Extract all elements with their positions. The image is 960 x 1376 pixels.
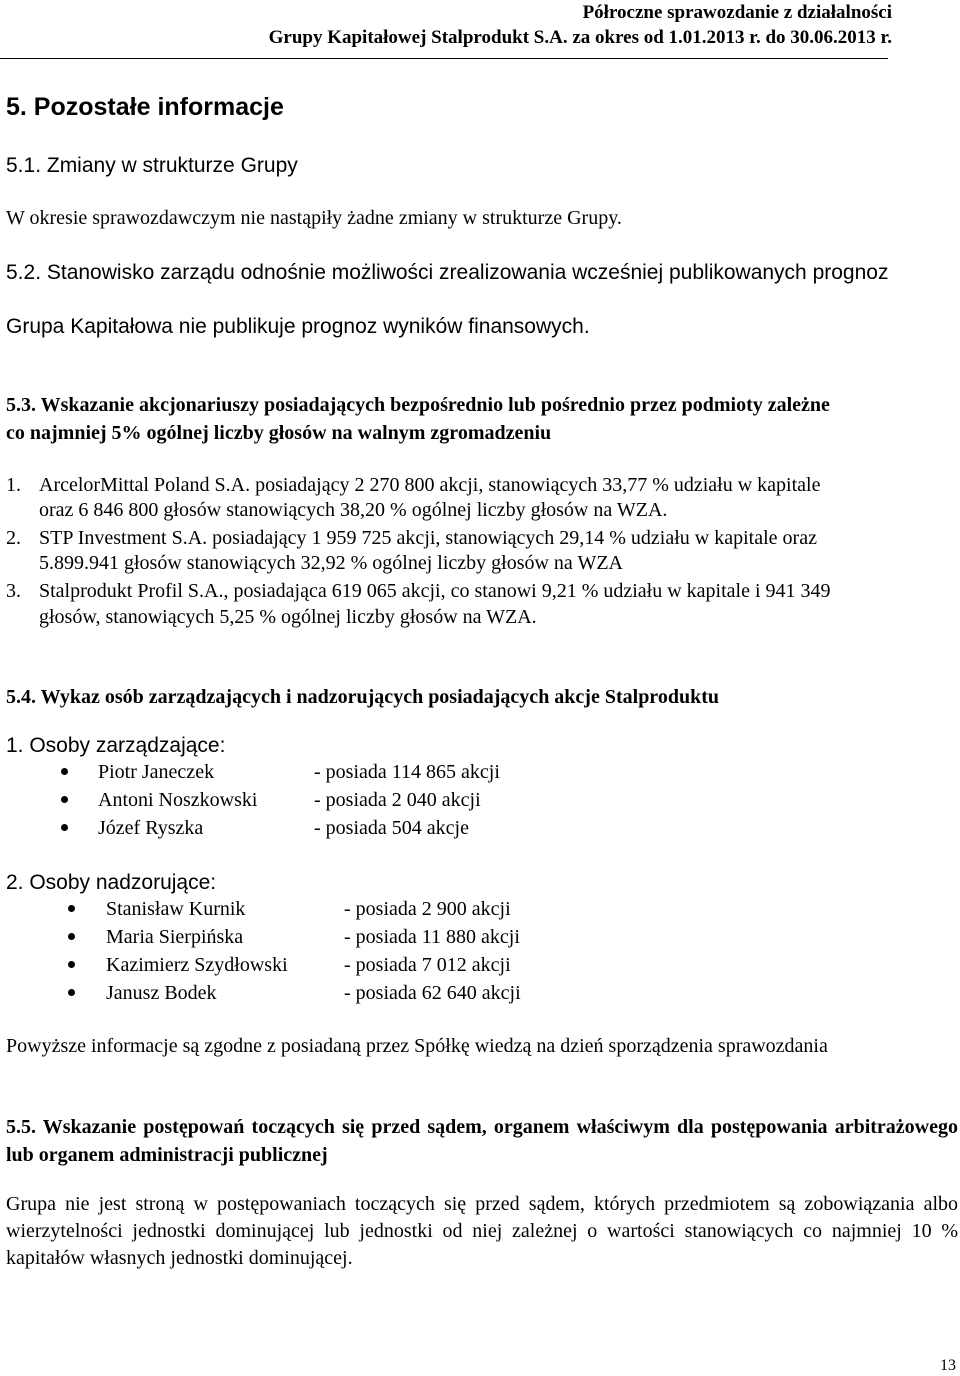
person-shares: - posiada 7 012 akcji xyxy=(344,954,511,976)
subsection-5-2-title: 5.2. Stanowisko zarządu odnośnie możliwości zrealizowania wcześniej publikowanych prognoz xyxy=(6,261,889,284)
subsection-5-5-text: Grupa nie jest stroną w postępowaniach toczących się przed sądem, których przedmiotem są zobowiązania albo wierzytelności jednostki dominującej lub jednostki od niej zależnej o wartości stanowiących co najmniej 10 % kapitałów własnych jednostki dominującej. xyxy=(6,1193,958,1269)
person-name: Józef Ryszka xyxy=(98,817,204,839)
person-name: Piotr Janeczek xyxy=(98,761,215,783)
header-rule xyxy=(0,58,888,59)
person-name: Kazimierz Szydłowski xyxy=(106,954,288,976)
shareholder-line: oraz 6 846 800 głosów stanowiących 38,20 % ogólnej liczby głosów na WZA. xyxy=(39,499,668,521)
bullet-icon xyxy=(68,989,75,996)
person-shares: - posiada 504 akcje xyxy=(314,817,469,839)
person-shares: - posiada 2 900 akcji xyxy=(344,898,511,920)
bullet-icon xyxy=(61,768,68,775)
bullet-icon xyxy=(68,933,75,940)
shareholder-line: Stalprodukt Profil S.A., posiadająca 619 065 akcji, co stanowi 9,21 % udziału w kapitale i 941 349 xyxy=(39,580,831,602)
shareholder-line: głosów, stanowiących 5,25 % ogólnej liczby głosów na WZA. xyxy=(39,606,537,628)
shareholder-line: ArcelorMittal Poland S.A. posiadający 2 270 800 akcji, stanowiących 33,77 % udziału w kapitale xyxy=(39,474,821,496)
section-title: 5. Pozostałe informacje xyxy=(6,93,284,121)
subsection-5-4-title: 5.4. Wykaz osób zarządzających i nadzorujących posiadających akcje Stalproduktu xyxy=(6,686,719,708)
person-shares: - posiada 2 040 akcji xyxy=(314,789,481,811)
person-shares: - posiada 62 640 akcji xyxy=(344,982,521,1004)
shareholder-number: 3. xyxy=(6,580,21,602)
bullet-icon xyxy=(68,961,75,968)
shareholder-number: 1. xyxy=(6,474,21,496)
person-name: Maria Sierpińska xyxy=(106,926,244,948)
person-name: Antoni Noszkowski xyxy=(98,789,258,811)
shareholder-line: STP Investment S.A. posiadający 1 959 725 akcji, stanowiących 29,14 % udziału w kapitale oraz xyxy=(39,527,817,549)
shareholder-number: 2. xyxy=(6,527,21,549)
ownership-note: Powyższe informacje są zgodne z posiadaną przez Spółkę wiedzą na dzień sporządzenia sprawozdania xyxy=(6,1035,828,1057)
person-shares: - posiada 114 865 akcji xyxy=(314,761,500,783)
person-name: Janusz Bodek xyxy=(106,982,217,1004)
subsection-5-5-title: 5.5. Wskazanie postępowań toczących się przed sądem, organem właściwym dla postępowania arbitrażowego lub organem administracji publicznej xyxy=(6,1116,958,1166)
subsection-5-3-title-line2: co najmniej 5% ogólnej liczby głosów na walnym zgromadzeniu xyxy=(6,422,552,444)
bullet-icon xyxy=(61,824,68,831)
bullet-icon xyxy=(68,905,75,912)
management-label: 1. Osoby zarządzające: xyxy=(6,734,226,757)
subsection-5-2-text: Grupa Kapitałowa nie publikuje prognoz wyników finansowych. xyxy=(6,315,590,338)
shareholder-line: 5.899.941 głosów stanowiących 32,92 % ogólnej liczby głosów na WZA xyxy=(39,552,623,574)
subsection-5-3-title-line1: 5.3. Wskazanie akcjonariuszy posiadających bezpośrednio lub pośrednio przez podmioty zależne xyxy=(6,394,830,416)
person-shares: - posiada 11 880 akcji xyxy=(344,926,520,948)
supervisory-label: 2. Osoby nadzorujące: xyxy=(6,871,217,894)
person-name: Stanisław Kurnik xyxy=(106,898,246,920)
page-number: 13 xyxy=(940,1357,956,1374)
subsection-5-1-text: W okresie sprawozdawczym nie nastąpiły żadne zmiany w strukturze Grupy. xyxy=(6,207,622,229)
header-subtitle: Grupy Kapitałowej Stalprodukt S.A. za okres od 1.01.2013 r. do 30.06.2013 r. xyxy=(268,27,892,48)
subsection-5-1-title: 5.1. Zmiany w strukturze Grupy xyxy=(6,154,298,177)
bullet-icon xyxy=(61,796,68,803)
header-title: Półroczne sprawozdanie z działalności xyxy=(582,2,892,23)
